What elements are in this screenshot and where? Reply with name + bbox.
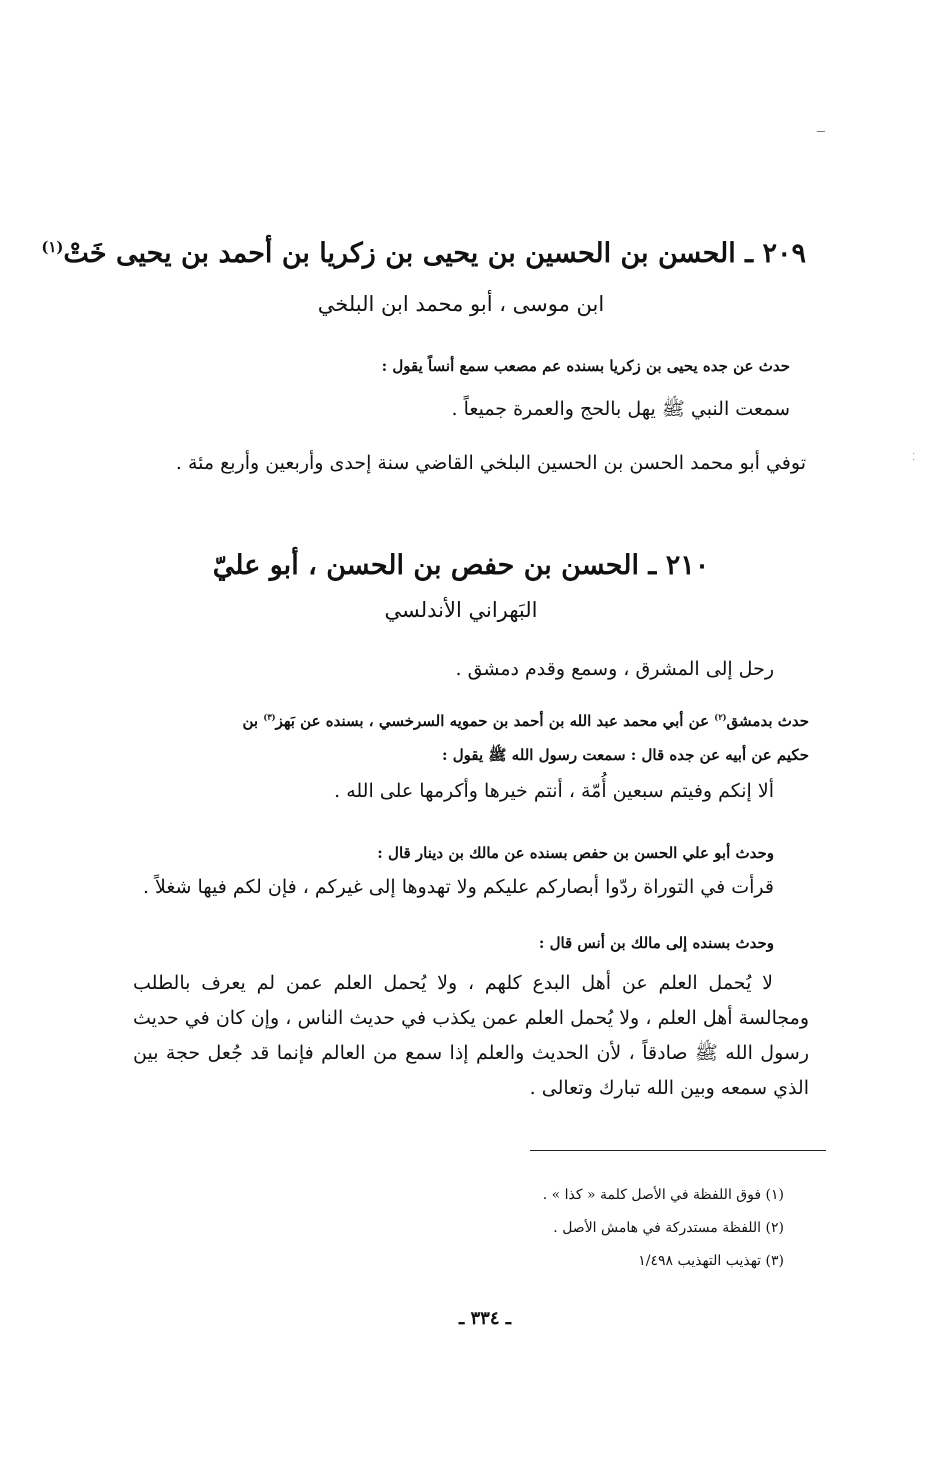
entry-210-quote: لا يُحمل العلم عن أهل البدع كلهم ، ولا يُحمل العلم عمن لم يعرف بالطلب ومجالسة أهل العلم ، ولا يُحمل العلم عمن يكذب في حديث الناس ، وإن كان في حديث رسول الله ﷺ صادقاً ، لأن الحديث والعلم إذا سمع من العالم فإنما قد جُعل حجة بين الذي سمعه وبين الله تبارك وتعالى . — [133, 972, 809, 1099]
footnote-ref-1: (١) — [41, 238, 64, 256]
entry-210-title: ٢١٠ ـ الحسن بن حفص بن الحسن ، أبو عليّ — [212, 550, 710, 581]
entry-209-hadith: سمعت النبي ﷺ يهل بالحج والعمرة جميعاً . — [451, 398, 790, 420]
entry-210-isnad-1 — [242, 712, 809, 730]
page-number: ـ ٣٣٤ ـ — [458, 1308, 512, 1329]
entry-209-death: توفي أبو محمد الحسن بن الحسين البلخي القاضي سنة إحدى وأربعين وأربع مئة . — [175, 452, 806, 474]
entry-209-title — [41, 238, 806, 269]
entry-210-isnad-3: وحدث بسنده إلى مالك بن أنس قال : — [538, 934, 774, 952]
entry-209-title-text: ٢٠٩ ـ الحسن بن الحسين بن يحيى بن زكريا بن أحمد بن يحيى خَتْ — [63, 238, 806, 269]
footnote-ref-3: (٣) — [263, 712, 276, 722]
scan-mark — [817, 131, 825, 132]
entry-210-subtitle: البَهراني الأندلسي — [384, 598, 538, 622]
entry-210-travel: رحل إلى المشرق ، وسمع وقدم دمشق . — [455, 658, 774, 680]
isnad-1-part-b: عن أبي محمد عبد الله بن أحمد بن حمويه السرخسي ، بسنده عن بَهز — [275, 712, 715, 730]
footnote-ref-2: (٢) — [714, 712, 727, 722]
entry-210-hadith-1: ألا إنكم وفيتم سبعين أُمّة ، أنتم خيرها وأكرمها على الله . — [334, 780, 774, 802]
isnad-1-part-a: حدث بدمشق — [726, 712, 809, 730]
entry-210-isnad-2: وحدث أبو علي الحسن بن حفص بسنده عن مالك بن دينار قال : — [377, 844, 774, 862]
scan-speck: ⁚ — [912, 452, 916, 463]
footnote-separator — [530, 1150, 826, 1151]
entry-209-subtitle: ابن موسى ، أبو محمد ابن البلخي — [317, 292, 605, 316]
footnote-3: (٣) تهذيب التهذيب ١/٤٩٨ — [638, 1253, 784, 1269]
entry-210-isnad-1-line-2: حكيم عن أبيه عن جده قال : سمعت رسول الله ﷺ يقول : — [441, 746, 809, 764]
isnad-1-part-c: بن — [242, 712, 264, 730]
footnote-2: (٢) اللفظة مستدركة في هامش الأصل . — [553, 1220, 784, 1236]
footnote-1: (١) فوق اللفظة في الأصل كلمة « كذا » . — [542, 1187, 784, 1203]
entry-209-isnad: حدث عن جده يحيى بن زكريا بسنده عم مصعب سمع أنساً يقول : — [381, 357, 790, 375]
entry-210-hadith-2: قرأت في التوراة ردّوا أبصاركم عليكم ولا تهدوها إلى غيركم ، فإن لكم فيها شغلاً . — [142, 876, 774, 898]
